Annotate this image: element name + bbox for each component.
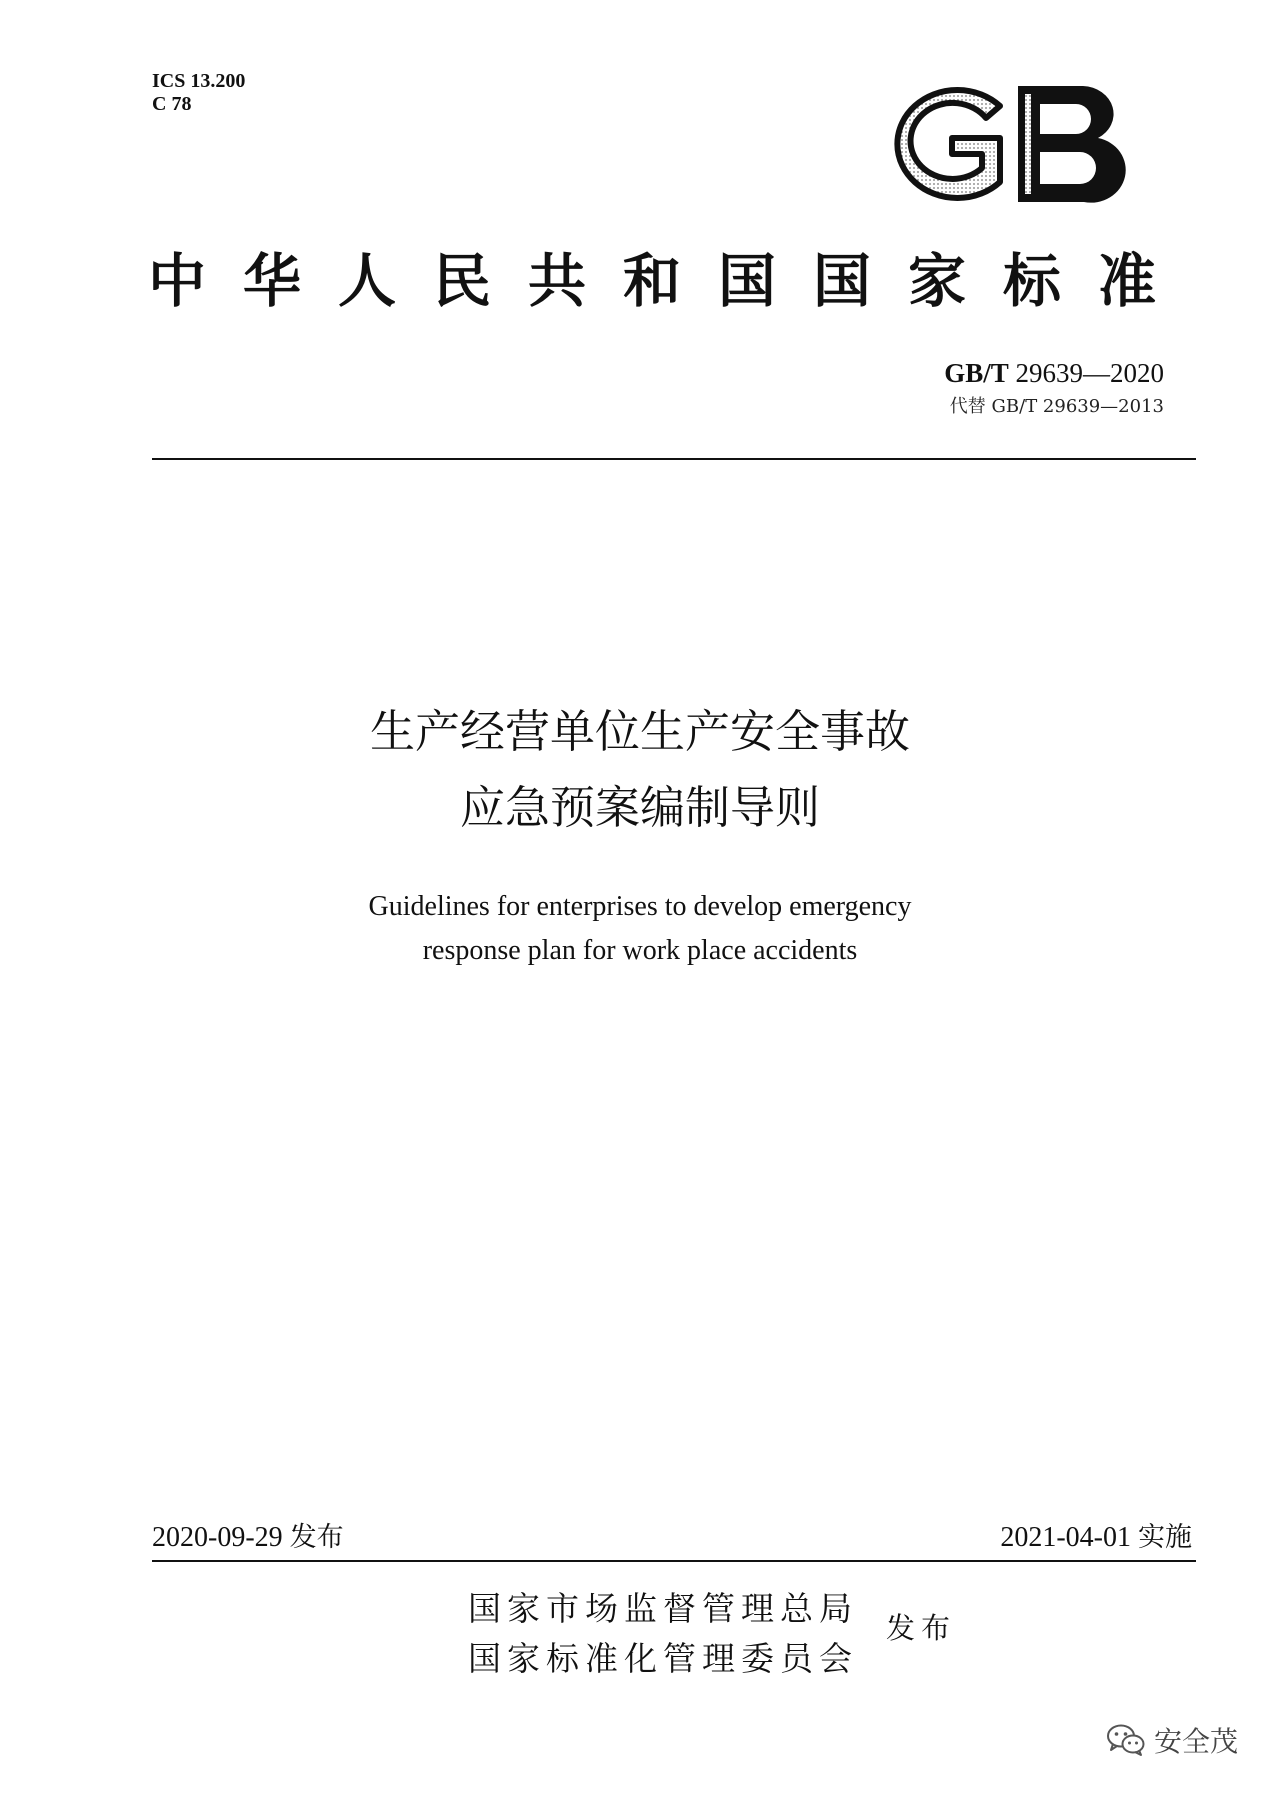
implementation-label: 实施 (1138, 1522, 1192, 1553)
gb-logo-icon (888, 78, 1128, 210)
wechat-icon (1106, 1723, 1146, 1757)
publish-action: 发布 (886, 1611, 957, 1645)
english-title-line2: response plan for work place accidents (422, 935, 858, 966)
chinese-title-line2: 应急预案编制导则 (459, 781, 820, 834)
standard-code: GB/T (944, 358, 1009, 388)
watermark-text: 安全茂 (1154, 1725, 1239, 1758)
ccs-code: C 78 (152, 93, 192, 115)
issue-date-value: 2020-09-29 (152, 1522, 283, 1553)
publisher-org1: 国家市场监督管理总局 (468, 1589, 858, 1628)
standard-number (944, 358, 1164, 388)
publisher-organizations (468, 1584, 858, 1684)
ics-code: ICS 13.200 (152, 70, 246, 92)
english-title-line1: Guidelines for enterprises to develop emergency (368, 891, 912, 922)
watermark (1106, 1720, 1238, 1760)
bottom-divider (152, 1560, 1196, 1562)
publisher-org2: 国家标准化管理委员会 (468, 1639, 858, 1678)
top-divider (152, 458, 1196, 460)
standard-year-number: 29639—2020 (1015, 358, 1164, 388)
replaces-standard: 代替 GB/T 29639—2013 (949, 396, 1164, 417)
issue-date (152, 1520, 344, 1556)
national-standard-heading: 中华人民共和国国家标准 (148, 247, 1194, 315)
implementation-date (1000, 1520, 1192, 1556)
implementation-date-value: 2021-04-01 (1000, 1522, 1131, 1553)
issue-label: 发布 (289, 1522, 344, 1553)
chinese-title-line1: 生产经营单位生产安全事故 (369, 705, 910, 758)
classification-codes (152, 70, 245, 116)
